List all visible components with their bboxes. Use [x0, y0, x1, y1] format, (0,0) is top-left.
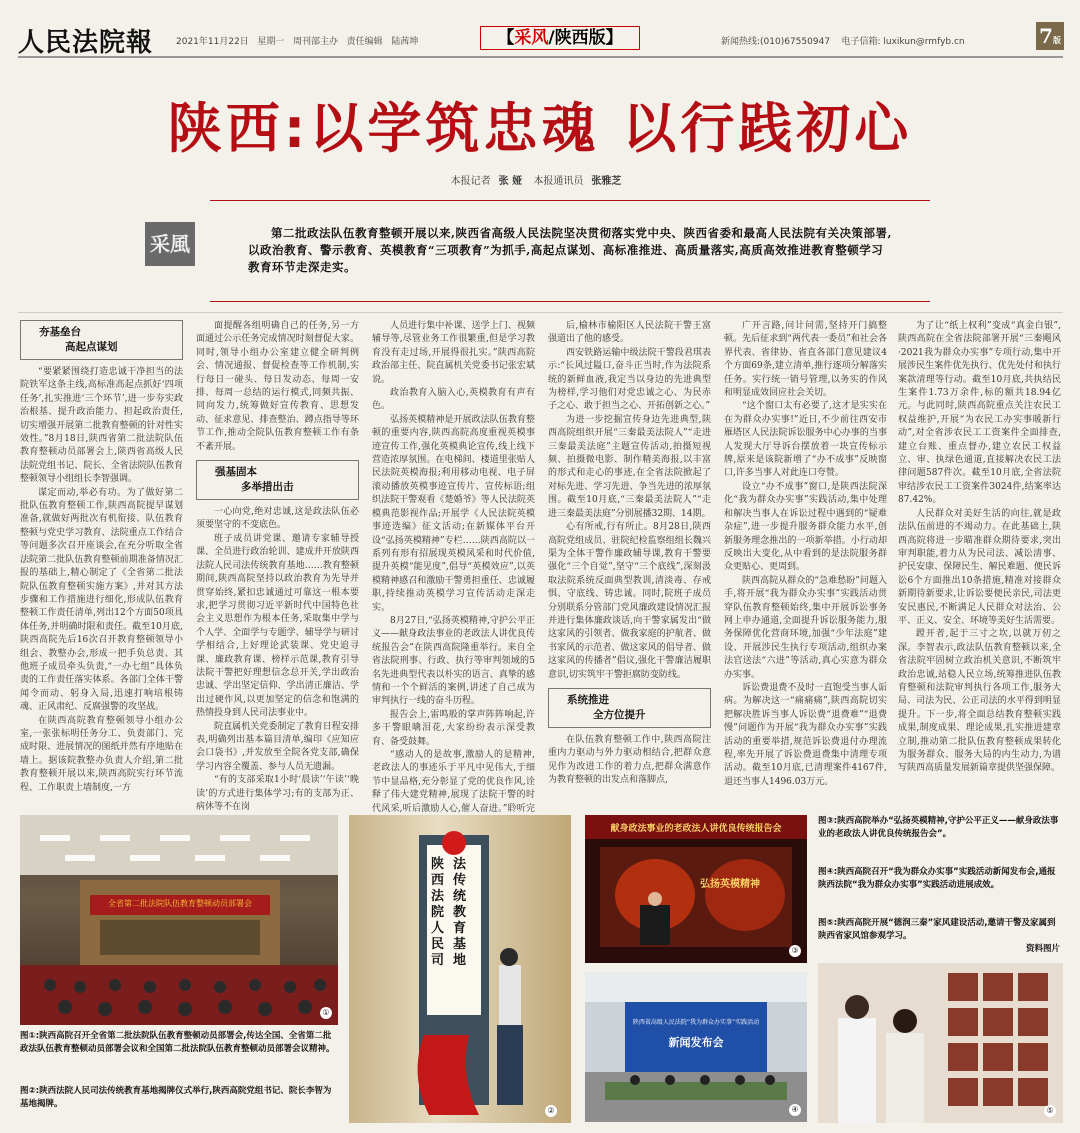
section-heading: 夯基垒台 高起点谋划 [20, 320, 183, 360]
paragraph: 面提醒各组明确自己的任务,另一方面通过公示任务完成情况时刻督促大家。同时,领导小组办公室建立健全研判例会、情况通报、督促检查等工作机制,实行每日一碰头、每日发动态、每周一安排、每周一总结的运行模式,同频共振、同向发力,统筹做好宣传教育、思想发动、征求意见、排查整治、蹲点指导等环节工作,推动全院队伍教育整顿工作有条不紊开展。 [196, 321, 359, 452]
paragraph: “有的支部采取1小时‘晨读’‘午读’‘晚读’的方式进行集体学习;有的支部为正、病休等不在岗 [196, 775, 359, 812]
newspaper-logo: 人民法院報 [18, 28, 154, 58]
press-screen-line2: 新闻发布会 [668, 1036, 724, 1049]
paragraph: 人员进行集中补课、送学上门、视频辅导等,尽管业务工作很繁重,但是学习教育没有走过场,开展得很扎实。”陕西高院政治部主任、院直属机关党委书记张宏斌说。 [372, 321, 535, 385]
column-2 [196, 320, 359, 812]
paragraph: 报告会上,雷鸣般的掌声阵阵响起,许多干警眼噙泪花,大家纷纷表示深受教育、备受鼓舞。 [372, 709, 535, 747]
column-3 [372, 320, 535, 814]
paragraph: 后,榆林市榆阳区人民法院干警王富强道出了他的感受。 [548, 321, 711, 345]
paragraph: 人民群众对美好生活的向往,就是政法队伍前进的不竭动力。在此基础上,陕西高院将进一步瞄准群众期待要求,突出审判职能,着力从为民司法、减讼清事、护民安康、保障民生、解民难题、便民诉讼6个方面推出10条措施,精准对接群众新期待新要求,让诉讼要便民亲民,司法更安民惠民,不断满足人民群众对法治、公平、正义、安全、环境等美好生活需要。 [898, 508, 1061, 626]
column-5 [724, 320, 887, 808]
paragraph: 设立“办不成事”窗口,是陕西法院深化“我为群众办实事”实践活动,集中处理和解决当事人在诉讼过程中遇到的“疑难杂症”,进一步提升服务群众能力水平,创新服务理念推出的一项新举措。小行动却反映出大变化,从中看到的是法院服务群众更贴心、更周到。 [724, 481, 887, 573]
paragraph: 谋定而动,举必有功。为了做好第二批队伍教育整顿工作,陕西高院提早谋划准备,就做好两批次有机衔接、队伍教育整顿与党史学习教育、法院重点工作结合等问题多次召开座谈会,在充分听取全省法院第二批队伍教育整顿前期准备情况汇报的基础上,精心制定了《全省第二批法院队伍教育整顿实施方案》,并对其方法步骤和工作措施进行细化,形成队伍教育整顿工作责任清单,列出12个方面50项具体任务,并明确时限和责任。截至10月底,陕西高院先后16次召开教育整顿领导小组会、教整办会,形成一把手负总责、其他班子成员牵头负责,“一办七组”具体负责的工作责任落实体系。各部门全体干警闻令而动、躬身入局,迅速打响培根铸魂、正风肃纪、反腐强警的攻坚战。 [20, 487, 183, 713]
photo-family-culture-hall [818, 963, 1063, 1123]
paragraph: “感动人的是故事,激励人的是精神,老政法人的事迹乐于平凡中见伟大,于细节中显品格,充分彰显了党的优良作风,诠释了伟大建党精神,展现了法院干警的时代风采,听后激励人心,催人奋进。”聆听完 [372, 750, 535, 814]
press-screen-line1: 陕西省高级人民法院“我为群众办实事”实践活动 [632, 1019, 760, 1026]
hotline: 新闻热线:(010)67550947 [721, 37, 831, 47]
caption-5: 图⑤:陕西高院开展“德润三秦”家风建设活动,邀请干警及家属到陕西省家风馆参观学习。 [818, 918, 1056, 941]
report-graphic [585, 815, 807, 963]
issue-date: 2021年11月22日 [176, 37, 249, 47]
photo-number: ① [320, 1007, 332, 1019]
intro-paragraph: 第二批政法队伍教育整顿开展以来,陕西省高级人民法院坚决贯彻落实党中央、陕西省委和最高人民法院有关决策部署,以政治教育、警示教育、英模教育“三项教育”为抓手,高起点谋划、高标准推进、高质量落实,高质高效推进教育整顿学习教育环节走深走实。 [248, 226, 893, 274]
section-heading: 强基固本 多举措出击 [196, 460, 359, 500]
paragraph: 为了让“纸上权利”变成“真金白银”,陕西高院在全省法院部署开展“三秦飓风·2021我为群众办实事”专项行动,集中开展涉民生案件优先执行、优先处付和执行案款清理等行动。截至10月底,共执结民生案件1.73万余件,标的额共18.94亿元。与此同时,陕西高院重点关注农民工权益维护,开展“为农民工办实事暖新行动”,对全省涉农民工工资案件全面排查,建立台账、重点督办,建立农民工权益立、审、执绿色通道,直接解决农民工法律问题587件次。截至10月底,全省法院审结涉农民工工资案件3024件,结案率达87.42%。 [898, 321, 1061, 506]
paragraph: 为进一步挖掘宣传身边先进典型,陕西高院组织开展“三秦最美法院人”“走进三秦最美法庭”主题宣传活动,拍摄短视频、拍摄微电影、制作精美海报,以丰富的形式和走心的事迹,在全省法院掀起了对标先进、学习先进、争当先进的浓厚氛围。截至10月底,“三秦最美法院人”“走进三秦最美法庭”分别展播32期、14期。 [548, 414, 711, 519]
paragraph: 8月27日,“弘扬英模精神,守护公平正义——献身政法事业的老政法人讲优良传统报告会”在陕西高院隆重举行。来自全省法院刑事、行政、执行等审判领域的5名先进典型代表以朴实的语言、真挚的感情和一个个鲜活的案例,讲述了自己成为审判执行一线的奋斗历程。 [372, 615, 535, 707]
email: 电子信箱: luxikun@rmfyb.cn [841, 37, 965, 47]
column-1 [20, 320, 183, 808]
paragraph: 在队伍教育整顿工作中,陕西高院注重内力驱动与外力驱动相结合,把群众意见作为改进工作的着力点,把群众满意作为教育整顿的出发点和落脚点, [548, 734, 711, 786]
plaque-text-1: 陕西法院人民司 [431, 857, 445, 968]
paragraph: 西安铁路运输中级法院干警段君琪表示:“长风过隘口,奋斗正当时,作为法院系统的新鲜血液,我定当以身边的先进典型为榜样,学习他们对党忠诚之心、为民赤子之心、敢于担当之心、开拓创新之心。” [548, 347, 711, 412]
issue-editor-label: 责任编辑 [346, 37, 383, 47]
photo-press-conference [585, 972, 807, 1122]
photo-plaque-unveiling [349, 815, 571, 1123]
paragraph: 院直属机关党委制定了教育日程安排表,明确列出基本篇目清单,编印《应知应会口袋书》,并发放至全院各党支部,确保学习内容全覆盖、参与人员无遗漏。 [196, 721, 359, 772]
paragraph: 一心向党,绝对忠诚,这是政法队伍必须要坚守的不变底色。 [196, 507, 359, 531]
paragraph: 诉讼费退费不及时一直饱受当事人诟病。为解决这一“痛痛痛”,陕西高院切实把解决胜诉当事人诉讼费“退费难”“退费慢”问题作为开展“我为群众办实事”实践活动的重要举措,规范诉讼费退付办理流程,率先开展了诉讼费退费集中清理专项活动。截至10月底,已清理案件4167件,退还当事人1496.03万元。 [724, 682, 887, 787]
hall-graphic [818, 963, 1063, 1123]
divider [18, 312, 1063, 313]
issue-editor-name: 陆茜坤 [391, 37, 419, 47]
masthead [18, 22, 1063, 58]
meeting-banner: 全省第二批法院队伍教育整顿动员部署会 [108, 899, 252, 908]
issue-weekday: 星期一 [257, 37, 285, 47]
paragraph: 陕西高院从群众的“急难愁盼”问题入手,将开展“我为群众办实事”实践活动贯穿队伍教育整顿始终,集中开展诉讼事务网上申办通道,全面提升诉讼服务能力,服务保障优化营商环境,加强“少年法庭”建设、开展涉民生执行专项活动,组织办案法官送法“六进”等活动,真心实意为群众办实事。 [724, 575, 887, 680]
paragraph: 弘扬英模精神是开展政法队伍教育整顿的重要内容,陕西高院高度重视英模事迹宣传工作,强化英模典论宣传,线上线下营造浓厚氛围。在电梯间、楼道里张贴人民法院英模海报;利用移动电视、电子屏滚动播放英模事迹宣传片、宣传标语;组织法院干警观看《楚婚爷》等人民法院英模典范影视作品;开展学《人民法院英模事迹选编》征文活动;在新媒体平台开设“弘扬英模精神”专栏……陕西高院以一系列有形有招展现英模风采和时代价值,提升英模“能见度”,倡导“英模效应”,以英模精神感召和激励干警勇担重任、忠诚履职,持续推动英模学习宣传活动走深走实。 [372, 414, 535, 613]
column-6 [898, 320, 1061, 808]
paragraph: 心有所戒,行有所止。8月28日,陕西高院党组成员、驻院纪检监察组组长魏兴渠为全体干警作廉政辅导课,教育干警要强化“三个自觉”,坚守“三个底线”,深刻汲取法院系统反面典型教训,清淡毒、存戒惧、守底线、铸忠诚。同时,院班子成员分别联系分管部门党风廉政建设情况汇报并进行集体廉政谈话,向干警家属发出“做这家风的引领者、做我家庭的护航者、做书家风的示范者、做这家风的倡导者、做这家风的传播者”倡议,强化干警廉洁履职意识,切实筑牢干警拒腐防变防线。 [548, 522, 711, 680]
photo-number: ③ [789, 945, 801, 957]
paragraph: “要紧紧围绕打造忠诚干净担当的法院铁军这条主线,高标准高起点抓好‘四项任务’,扎实推进‘三个环节’,进一步夯实政治根基、提升政治能力、担起政治责任,切实增强开展第二批教育整顿的针对性实效性。”8月18日,陕西省第二批法院队伍教育整顿动员部署会上,陕西省高级人民法院党组书记、院长、全省法院队伍教育整顿领导小组组长李智强调。 [20, 367, 183, 485]
paragraph: 在陕西高院教育整顿领导小组办公室,一张张标明任务分工、负责部门、完成时限、进展情况的图纸并然有序地贴在墙上。据该院教整办负责人介绍,第二批教育整顿开展以来,陕西高院实行环节流程、工作职责上墙制度,一方 [20, 715, 183, 793]
photo-meeting-hall [20, 815, 338, 1025]
paragraph: “这个窗口太有必要了,这才是实实在在为群众办实事!”近日,不少前往西安市雁塔区人民法院诉讼服务中心办事的当事人发现大厅导诉台摆放着一块宣传标示牌,原来是该院新增了“办不成事”反映窗口,许多当事人对此连口夸赞。 [724, 401, 887, 479]
meeting-hall-graphic [20, 815, 338, 1025]
photo-number: ⑤ [1044, 1105, 1056, 1117]
photo-number: ④ [789, 1104, 801, 1116]
caption-2: 图②:陕西法院人民司法传统教育基地揭牌仪式举行,陕西高院党组书记、院长李智为基地揭牌。 [20, 1086, 332, 1109]
caption-4: 图④:陕西高院召开“我为群众办实事”实践活动新闻发布会,通报陕西法院“我为群众办实事”实践活动进展成效。 [818, 867, 1056, 890]
caption-3: 图③:陕西高院举办“弘扬英模精神,守护公平正义——献身政法事业的老政法人讲优良传统报告会”。 [818, 816, 1059, 839]
issue-editor-dept: 周刊部主办 [293, 37, 339, 47]
issue-info [176, 34, 418, 47]
page-number: 7版 [1036, 22, 1064, 50]
report-sign: 弘扬英模精神 [700, 879, 760, 890]
caption-1: 图①:陕西高院召开全省第二批法院队伍教育整顿动员部署会,传达全国、全省第二批政法队伍教育整顿动员部署会议和全国第二批法院队伍教育整顿动员部署会议精神。 [20, 1031, 335, 1054]
photo-report-meeting [585, 815, 807, 963]
paragraph: 政治教育入脑入心,英模教育有声有色。 [372, 388, 535, 412]
contact-info [721, 34, 965, 47]
section-heading: 系统推进 全方位提升 [548, 688, 711, 728]
photo-number: ② [545, 1105, 557, 1117]
edition-label: 【采风/陕西版】 [480, 26, 640, 50]
paragraph: 广开言路,问计问需,坚持开门搞整顿。先后征求到“两代表一委员”和社会各界代表、省律协、省直各部门意见建议4个方面69条,建立清单,推行逐项分解落实任务。实行统一销号管理,以务实的作风和明显成效回应社会关切。 [724, 321, 887, 399]
byline: 本报记者 张 娅 本报通讯员 张雅芝 [450, 176, 622, 187]
column-4 [548, 320, 711, 808]
column-badge: 采風 [145, 222, 195, 266]
plaque-text-2: 法传统教育基地 [453, 857, 467, 968]
paragraph: 蹚开者,起于三寸之坎,以就万仞之深。李智表示,政法队伍教育整顿以来,全省法院牢固树立政治机关意识,不断筑牢政治忠诚,站稳人民立场,统筹推进队伍教育整顿和法院审判执行各项工作,服务大局、司法为民、公正司法的水平得到明显提升。下一步,将全面总结教育整顿实践成果,制度成果、理论成果,扎实推进建章立制,推动第二批队伍教育整顿成果转化为服务群众、服务大局的内生动力,为谱写陕西高质量发展新篇章提供坚强保障。 [898, 629, 1061, 774]
report-banner: 献身政法事业的老政法人讲优良传统报告会 [610, 824, 782, 834]
headline: 陕西:以学筑忠魂 以行践初心 [167, 97, 913, 160]
photo-credit: 资料图片 [1025, 944, 1060, 954]
paragraph: 班子成员讲党课、邀请专家辅导授课、全员进行政治轮训、建成并开放陕西法院人民司法传统教育基地……教育整顿期间,陕西高院坚持以政治教育为先导并贯穿始终,紧扣忠诚通过可靠这一根本要求,把学习贯彻习近平新时代中国特色社会主义思想作为根本任务,采取集中学与个人学、全面学与专题学、辅导学与研讨学相结合,上好理论武装课、党史追寻课、廉政教育课、榜样示范课,教育引导法院干警把好理想信念总开关,学出政治忠诚、学出坚定信仰、学出清正廉洁、学出过硬作风,以更加坚定的信念和饱满的热情投身到人民司法事业中。 [196, 533, 359, 719]
